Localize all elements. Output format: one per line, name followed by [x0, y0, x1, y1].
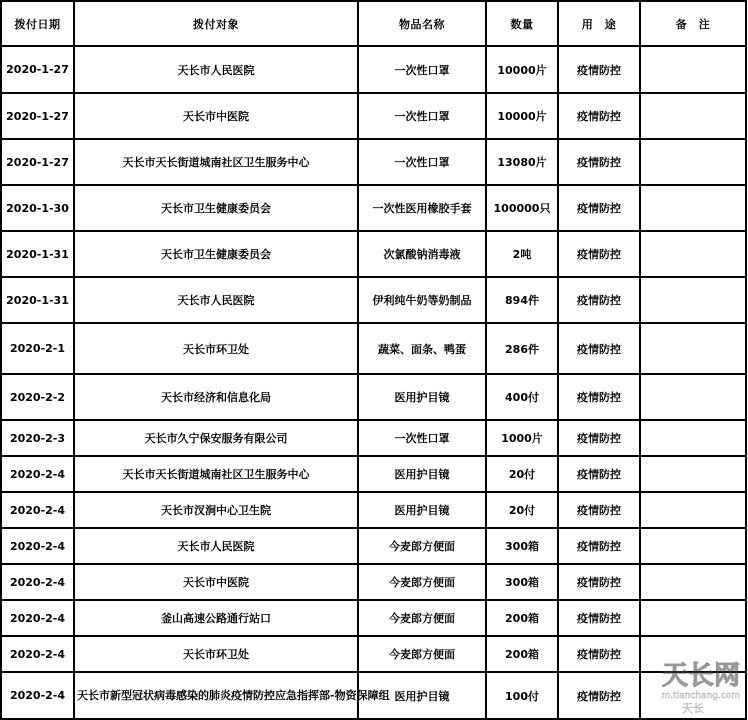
cell-use: 疫情防控	[558, 564, 640, 600]
cell-quantity: 100付	[486, 672, 558, 719]
cell-item: 伊利纯牛奶等奶制品	[358, 277, 486, 323]
table-row	[1, 528, 746, 564]
cell-note	[640, 231, 746, 277]
cell-item: 今麦郎方便面	[358, 636, 486, 672]
cell-date: 2020-2-4	[1, 672, 74, 719]
cell-date: 2020-1-27	[1, 139, 74, 185]
cell-use: 疫情防控	[558, 636, 640, 672]
table-row	[1, 46, 746, 93]
cell-date: 2020-1-30	[1, 185, 74, 231]
header-note: 备 注	[640, 1, 746, 46]
cell-recipient: 天长市环卫处	[74, 636, 358, 672]
table-row	[1, 636, 746, 672]
cell-date: 2020-1-27	[1, 46, 74, 93]
cell-recipient: 天长市卫生健康委员会	[74, 185, 358, 231]
cell-use: 疫情防控	[558, 374, 640, 420]
cell-date: 2020-2-4	[1, 600, 74, 636]
cell-date: 2020-2-4	[1, 636, 74, 672]
table-row	[1, 420, 746, 456]
cell-date: 2020-2-4	[1, 492, 74, 528]
cell-quantity: 286件	[486, 323, 558, 374]
table-row	[1, 185, 746, 231]
cell-quantity: 894件	[486, 277, 558, 323]
cell-recipient: 天长市新型冠状病毒感染的肺炎疫情防控应急指挥部-物资保障组	[74, 672, 358, 719]
cell-item: 一次性口罩	[358, 420, 486, 456]
cell-quantity: 20付	[486, 456, 558, 492]
cell-quantity: 200箱	[486, 636, 558, 672]
cell-note	[640, 600, 746, 636]
cell-note	[640, 456, 746, 492]
watermark-caption: 天长	[682, 702, 704, 715]
table-row	[1, 456, 746, 492]
cell-recipient: 天长市经济和信息化局	[74, 374, 358, 420]
cell-recipient: 天长市久宁保安服务有限公司	[74, 420, 358, 456]
header-item: 物品名称	[358, 1, 486, 46]
header-use: 用 途	[558, 1, 640, 46]
cell-quantity: 20付	[486, 492, 558, 528]
cell-date: 2020-2-3	[1, 420, 74, 456]
cell-use: 疫情防控	[558, 600, 640, 636]
cell-note	[640, 93, 746, 139]
table-row	[1, 672, 746, 719]
cell-date: 2020-2-4	[1, 528, 74, 564]
cell-recipient: 天长市人民医院	[74, 46, 358, 93]
table-row	[1, 323, 746, 374]
cell-item: 医用护目镜	[358, 672, 486, 719]
table-row	[1, 277, 746, 323]
cell-recipient: 天长市人民医院	[74, 528, 358, 564]
cell-quantity: 13080片	[486, 139, 558, 185]
cell-quantity: 1000片	[486, 420, 558, 456]
cell-note	[640, 139, 746, 185]
cell-use: 疫情防控	[558, 456, 640, 492]
watermark-url: m.tianchang.com	[661, 691, 740, 701]
cell-use: 疫情防控	[558, 277, 640, 323]
cell-item: 一次性口罩	[358, 139, 486, 185]
table-row	[1, 492, 746, 528]
cell-quantity: 300箱	[486, 528, 558, 564]
cell-date: 2020-1-27	[1, 93, 74, 139]
cell-note	[640, 374, 746, 420]
cell-quantity: 2吨	[486, 231, 558, 277]
watermark-logo-text: 天长网	[661, 661, 740, 691]
header-date: 拨付日期	[1, 1, 74, 46]
cell-use: 疫情防控	[558, 93, 640, 139]
cell-note	[640, 420, 746, 456]
cell-quantity: 10000片	[486, 93, 558, 139]
cell-note	[640, 492, 746, 528]
cell-use: 疫情防控	[558, 185, 640, 231]
cell-item: 医用护目镜	[358, 456, 486, 492]
cell-quantity: 400付	[486, 374, 558, 420]
cell-date: 2020-1-31	[1, 231, 74, 277]
header-recipient: 拨付对象	[74, 1, 358, 46]
cell-recipient: 天长市中医院	[74, 93, 358, 139]
cell-note	[640, 528, 746, 564]
cell-quantity: 300箱	[486, 564, 558, 600]
table-row	[1, 231, 746, 277]
cell-use: 疫情防控	[558, 420, 640, 456]
cell-use: 疫情防控	[558, 492, 640, 528]
cell-note	[640, 672, 746, 719]
cell-item: 次氯酸钠消毒液	[358, 231, 486, 277]
cell-item: 医用护目镜	[358, 374, 486, 420]
header-quantity: 数量	[486, 1, 558, 46]
table-row	[1, 93, 746, 139]
table-row	[1, 139, 746, 185]
header-row	[1, 1, 746, 46]
cell-recipient: 天长市天长街道城南社区卫生服务中心	[74, 456, 358, 492]
cell-use: 疫情防控	[558, 139, 640, 185]
cell-item: 今麦郎方便面	[358, 528, 486, 564]
cell-note	[640, 277, 746, 323]
table-row	[1, 600, 746, 636]
cell-recipient: 天长市中医院	[74, 564, 358, 600]
cell-item: 今麦郎方便面	[358, 600, 486, 636]
cell-note	[640, 636, 746, 672]
cell-use: 疫情防控	[558, 528, 640, 564]
cell-recipient: 天长市天长街道城南社区卫生服务中心	[74, 139, 358, 185]
table-row	[1, 564, 746, 600]
cell-recipient: 天长市环卫处	[74, 323, 358, 374]
cell-use: 疫情防控	[558, 46, 640, 93]
cell-item: 一次性口罩	[358, 93, 486, 139]
cell-recipient: 天长市卫生健康委员会	[74, 231, 358, 277]
cell-recipient: 天长市人民医院	[74, 277, 358, 323]
cell-quantity: 200箱	[486, 600, 558, 636]
cell-use: 疫情防控	[558, 672, 640, 719]
cell-date: 2020-2-4	[1, 564, 74, 600]
cell-item: 医用护目镜	[358, 492, 486, 528]
cell-quantity: 10000片	[486, 46, 558, 93]
table-row	[1, 374, 746, 420]
cell-item: 今麦郎方便面	[358, 564, 486, 600]
cell-quantity: 100000只	[486, 185, 558, 231]
cell-note	[640, 564, 746, 600]
cell-date: 2020-2-2	[1, 374, 74, 420]
cell-item: 蔬菜、面条、鸭蛋	[358, 323, 486, 374]
cell-note	[640, 185, 746, 231]
cell-recipient: 釜山高速公路通行站口	[74, 600, 358, 636]
cell-item: 一次性医用橡胶手套	[358, 185, 486, 231]
cell-date: 2020-2-1	[1, 323, 74, 374]
cell-use: 疫情防控	[558, 323, 640, 374]
cell-note	[640, 46, 746, 93]
cell-date: 2020-2-4	[1, 456, 74, 492]
cell-note	[640, 323, 746, 374]
cell-date: 2020-1-31	[1, 277, 74, 323]
cell-item: 一次性口罩	[358, 46, 486, 93]
cell-recipient: 天长市汊涧中心卫生院	[74, 492, 358, 528]
cell-use: 疫情防控	[558, 231, 640, 277]
